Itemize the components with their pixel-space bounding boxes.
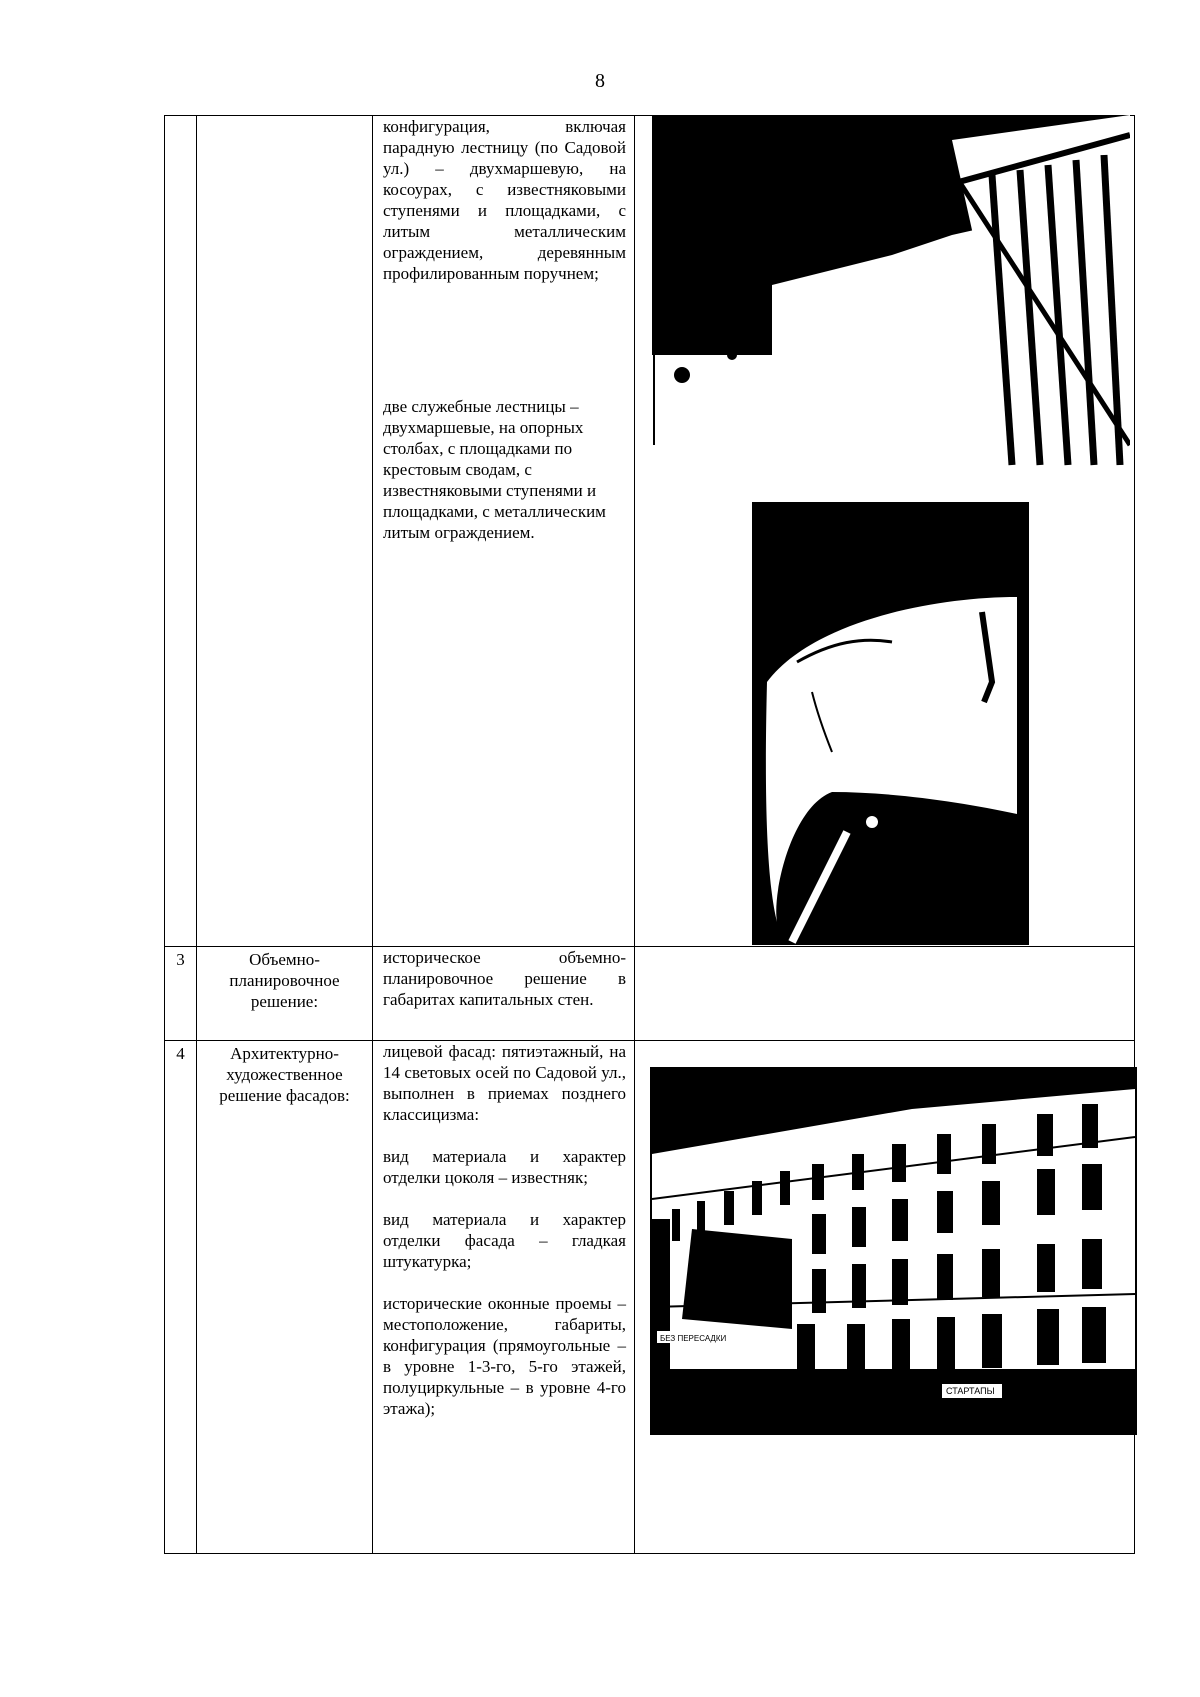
row-number: [165, 116, 197, 947]
main-staircase-photo: [652, 115, 1130, 470]
description-paragraph: лицевой фасад: пятиэтажный, на 14 световых осей по Садовой ул., выполнен в приемах позднего классицизма:: [383, 1042, 626, 1124]
row-number: 3: [165, 947, 197, 1041]
row-label: Объемно-планировочное решение:: [197, 947, 373, 1041]
row-label: [197, 116, 373, 947]
page-number: 8: [595, 70, 605, 92]
row-number: 4: [165, 1041, 197, 1554]
photo-sign-left: БЕЗ ПЕРЕСАДКИ: [660, 1334, 727, 1343]
facade-photo: [650, 1067, 1137, 1435]
table-row-volume-planning: [165, 947, 1135, 1041]
description-paragraph: вид материала и характер отделки цоколя – известняк;: [383, 1147, 626, 1187]
description-paragraph: историческое объемно-планировочное решение в габаритах капитальных стен.: [383, 948, 626, 1009]
row-description: [373, 116, 635, 947]
row-description: [373, 947, 635, 1041]
description-paragraph: вид материала и характер отделки фасада – гладкая штукатурка;: [383, 1210, 626, 1271]
description-paragraph: исторические оконные проемы – местоположение, габариты, конфигурация (прямоугольные – в уровне 1-3-го, 5-го этажей, полуциркульные – в уровне 4-го этажа);: [383, 1294, 626, 1418]
description-paragraph: конфигурация, включая парадную лестницу (по Садовой ул.) – двухмаршевую, на косоурах, с известняковыми ступенями и площадками, с литым металлическим ограждением, деревянным профилированным поручнем;: [383, 117, 626, 283]
row-description: [373, 1041, 635, 1554]
row-label: Архитектурно-художественное решение фасадов:: [197, 1041, 373, 1554]
description-paragraph: две служебные лестницы – двухмаршевые, на опорных столбах, с площадками по крестовым сводам, с известняковыми ступенями и площадками, с металлическим литым ограждением.: [383, 397, 606, 542]
photo-sign-right: СТАРТАПЫ: [946, 1386, 995, 1396]
row-photo-cell: [635, 947, 1135, 1041]
service-staircase-photo: [752, 502, 1029, 945]
